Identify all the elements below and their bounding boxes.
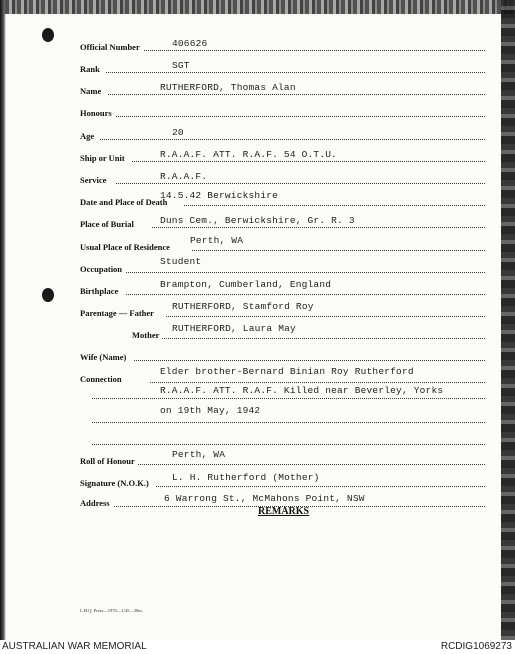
field-label: Signature (N.O.K.) <box>80 478 149 488</box>
dotted-line <box>92 443 485 445</box>
field-ship-or-unit <box>80 149 485 163</box>
field-mother <box>132 323 485 340</box>
field-label: Name <box>80 86 102 96</box>
field-value: 14.5.42 Berwickshire <box>160 190 279 201</box>
field-service <box>80 171 485 185</box>
field-label: Birthplace <box>80 286 119 296</box>
field-value: Brampton, Cumberland, England <box>160 279 332 290</box>
scan-edge-left <box>0 0 6 640</box>
field-value: Duns Cem., Berwickshire, Gr. R. 3 <box>160 215 355 226</box>
field-label: Occupation <box>80 264 123 274</box>
field-value: 20 <box>172 127 184 138</box>
field-roll-of-honour <box>80 449 485 466</box>
punch-hole-icon <box>42 288 54 302</box>
dotted-line <box>126 293 485 295</box>
field-label: Ship or Unit <box>80 153 125 163</box>
field-label: Age <box>80 131 95 141</box>
dotted-line <box>134 359 485 361</box>
field-label: Honours <box>80 108 112 118</box>
field-label: Date and Place of Death <box>80 197 168 207</box>
dotted-line <box>184 204 485 206</box>
field-connection-line-3 <box>80 396 485 416</box>
dotted-line <box>138 463 485 465</box>
field-value: SGT <box>172 60 190 71</box>
print-code: L.H.Q. Press—1970—1/45—30m. <box>80 608 143 613</box>
field-usual-residence <box>80 235 485 252</box>
field-occupation <box>80 256 485 274</box>
field-value: 406626 <box>172 38 208 49</box>
dotted-line <box>150 381 485 383</box>
field-value: Perth, WA <box>172 449 226 460</box>
field-place-of-burial <box>80 215 485 229</box>
dotted-line <box>156 485 485 487</box>
dotted-line <box>192 249 485 251</box>
field-connection <box>80 366 485 384</box>
field-value: Student <box>160 256 202 267</box>
field-connection-line-5 <box>80 432 485 446</box>
dotted-line <box>106 71 485 73</box>
field-label: Official Number <box>80 42 140 52</box>
field-label: Service <box>80 175 107 185</box>
field-value: Perth, WA <box>190 235 244 246</box>
dotted-line <box>132 160 485 162</box>
field-date-place-death <box>80 190 485 207</box>
archive-id: RCDIG1069273 <box>440 641 512 652</box>
dotted-line <box>116 182 485 184</box>
field-father <box>80 301 485 318</box>
field-value: R.A.A.F. <box>160 171 208 182</box>
dotted-line <box>166 315 485 317</box>
remarks-heading: REMARKS <box>258 506 310 517</box>
field-label: Place of Burial <box>80 219 134 229</box>
field-value: RUTHERFORD, Stamford Roy <box>172 301 314 312</box>
field-official-number <box>80 38 485 52</box>
field-label: Connection <box>80 374 122 384</box>
field-birthplace <box>80 279 485 296</box>
field-value: Elder brother-Bernard Binian Roy Rutherford <box>160 366 414 377</box>
field-honours <box>80 104 485 118</box>
field-label: Roll of Honour <box>80 456 135 466</box>
dotted-line <box>100 138 485 140</box>
punch-hole-icon <box>42 28 54 42</box>
field-label: Rank <box>80 64 100 74</box>
field-value: R.A.A.F. ATT. R.A.F. Killed near Beverley, Yorks <box>160 385 444 396</box>
field-wife <box>80 348 485 362</box>
field-rank <box>80 60 485 74</box>
dotted-line <box>92 421 485 423</box>
dotted-line <box>126 271 485 273</box>
dotted-line <box>162 337 485 339</box>
field-label: Wife (Name) <box>80 352 127 362</box>
dotted-line <box>152 226 485 228</box>
field-label: Address <box>80 498 110 508</box>
field-age <box>80 127 485 141</box>
field-label: Mother <box>132 330 160 340</box>
field-label: Usual Place of Residence <box>80 242 170 252</box>
field-connection-line-4 <box>80 410 485 424</box>
scan-edge-right <box>501 0 515 640</box>
dotted-line <box>116 115 485 117</box>
field-value: R.A.A.F. ATT. R.A.F. 54 O.T.U. <box>160 149 338 160</box>
dotted-line <box>144 49 485 51</box>
field-value: L. H. Rutherford (Mother) <box>172 472 320 483</box>
scan-edge-top <box>0 0 515 14</box>
field-value: RUTHERFORD, Laura May <box>172 323 296 334</box>
archive-credit: AUSTRALIAN WAR MEMORIAL <box>2 641 147 652</box>
field-label: Parentage — Father <box>80 308 154 318</box>
field-value: 6 Warrong St., McMahons Point, NSW <box>164 493 365 504</box>
field-signature-nok <box>80 474 485 488</box>
field-value: RUTHERFORD, Thomas Alan <box>160 82 296 93</box>
field-name <box>80 82 485 96</box>
field-value: on 19th May, 1942 <box>160 405 261 416</box>
dotted-line <box>108 93 485 95</box>
